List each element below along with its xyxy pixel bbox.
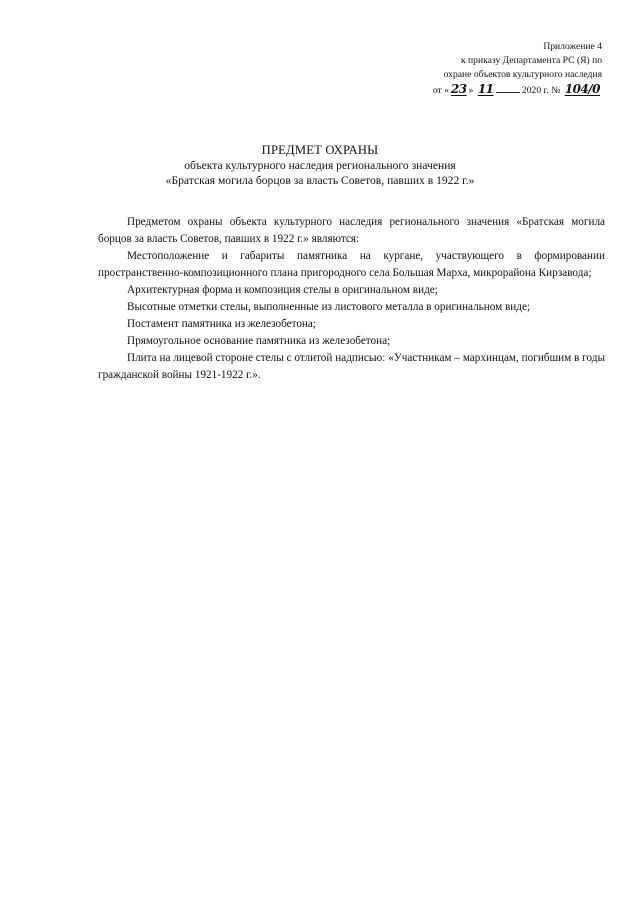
date-year: 2020 г. №	[521, 85, 561, 96]
body-paragraph: Предметом охраны объекта культурного наследия регионального значения «Братская могила борцов за власть Советов, павших в 1922 г.» являются:	[98, 216, 605, 245]
document-body	[98, 214, 605, 384]
body-paragraph: Плита на лицевой стороне стелы с отлитой надписью: «Участникам – мархинцам, погибшим в годы гражданской войны 1921-1922 г.».	[98, 352, 605, 381]
appendix-order-ref: к приказу Департамента РС (Я) по	[460, 55, 602, 66]
date-month-handwritten: 11	[477, 82, 494, 96]
body-paragraph: Местоположение и габариты памятника на кургане, участвующего в формировании пространственно-композиционного плана пригородного села Большая Марха, микрорайона Кирзавода;	[98, 250, 605, 279]
appendix-department: охране объектов культурного наследия	[443, 69, 602, 80]
date-prefix: от «	[432, 85, 449, 96]
body-paragraph: Высотные отметки стелы, выполненные из листового металла в оригинальном виде;	[127, 301, 531, 313]
object-name: «Братская могила борцов за власть Советов, павших в 1922 г.»	[165, 174, 475, 187]
document-subtitle: объекта культурного наследия регионального значения	[184, 159, 456, 172]
body-paragraph: Прямоугольное основание памятника из железобетона;	[127, 335, 391, 347]
document-title: ПРЕДМЕТ ОХРАНЫ	[261, 143, 379, 157]
appendix-header	[342, 40, 602, 98]
appendix-date-line	[342, 82, 602, 98]
document-heading	[0, 142, 640, 188]
appendix-number: Приложение 4	[543, 41, 602, 52]
date-blank	[496, 92, 520, 93]
body-paragraph: Постамент памятника из железобетона;	[127, 318, 316, 330]
order-number-handwritten: 104/0	[564, 82, 600, 96]
date-separator: »	[468, 85, 474, 96]
body-paragraph: Архитектурная форма и композиция стелы в оригинальном виде;	[127, 284, 438, 296]
date-day-handwritten: 23	[450, 82, 467, 96]
